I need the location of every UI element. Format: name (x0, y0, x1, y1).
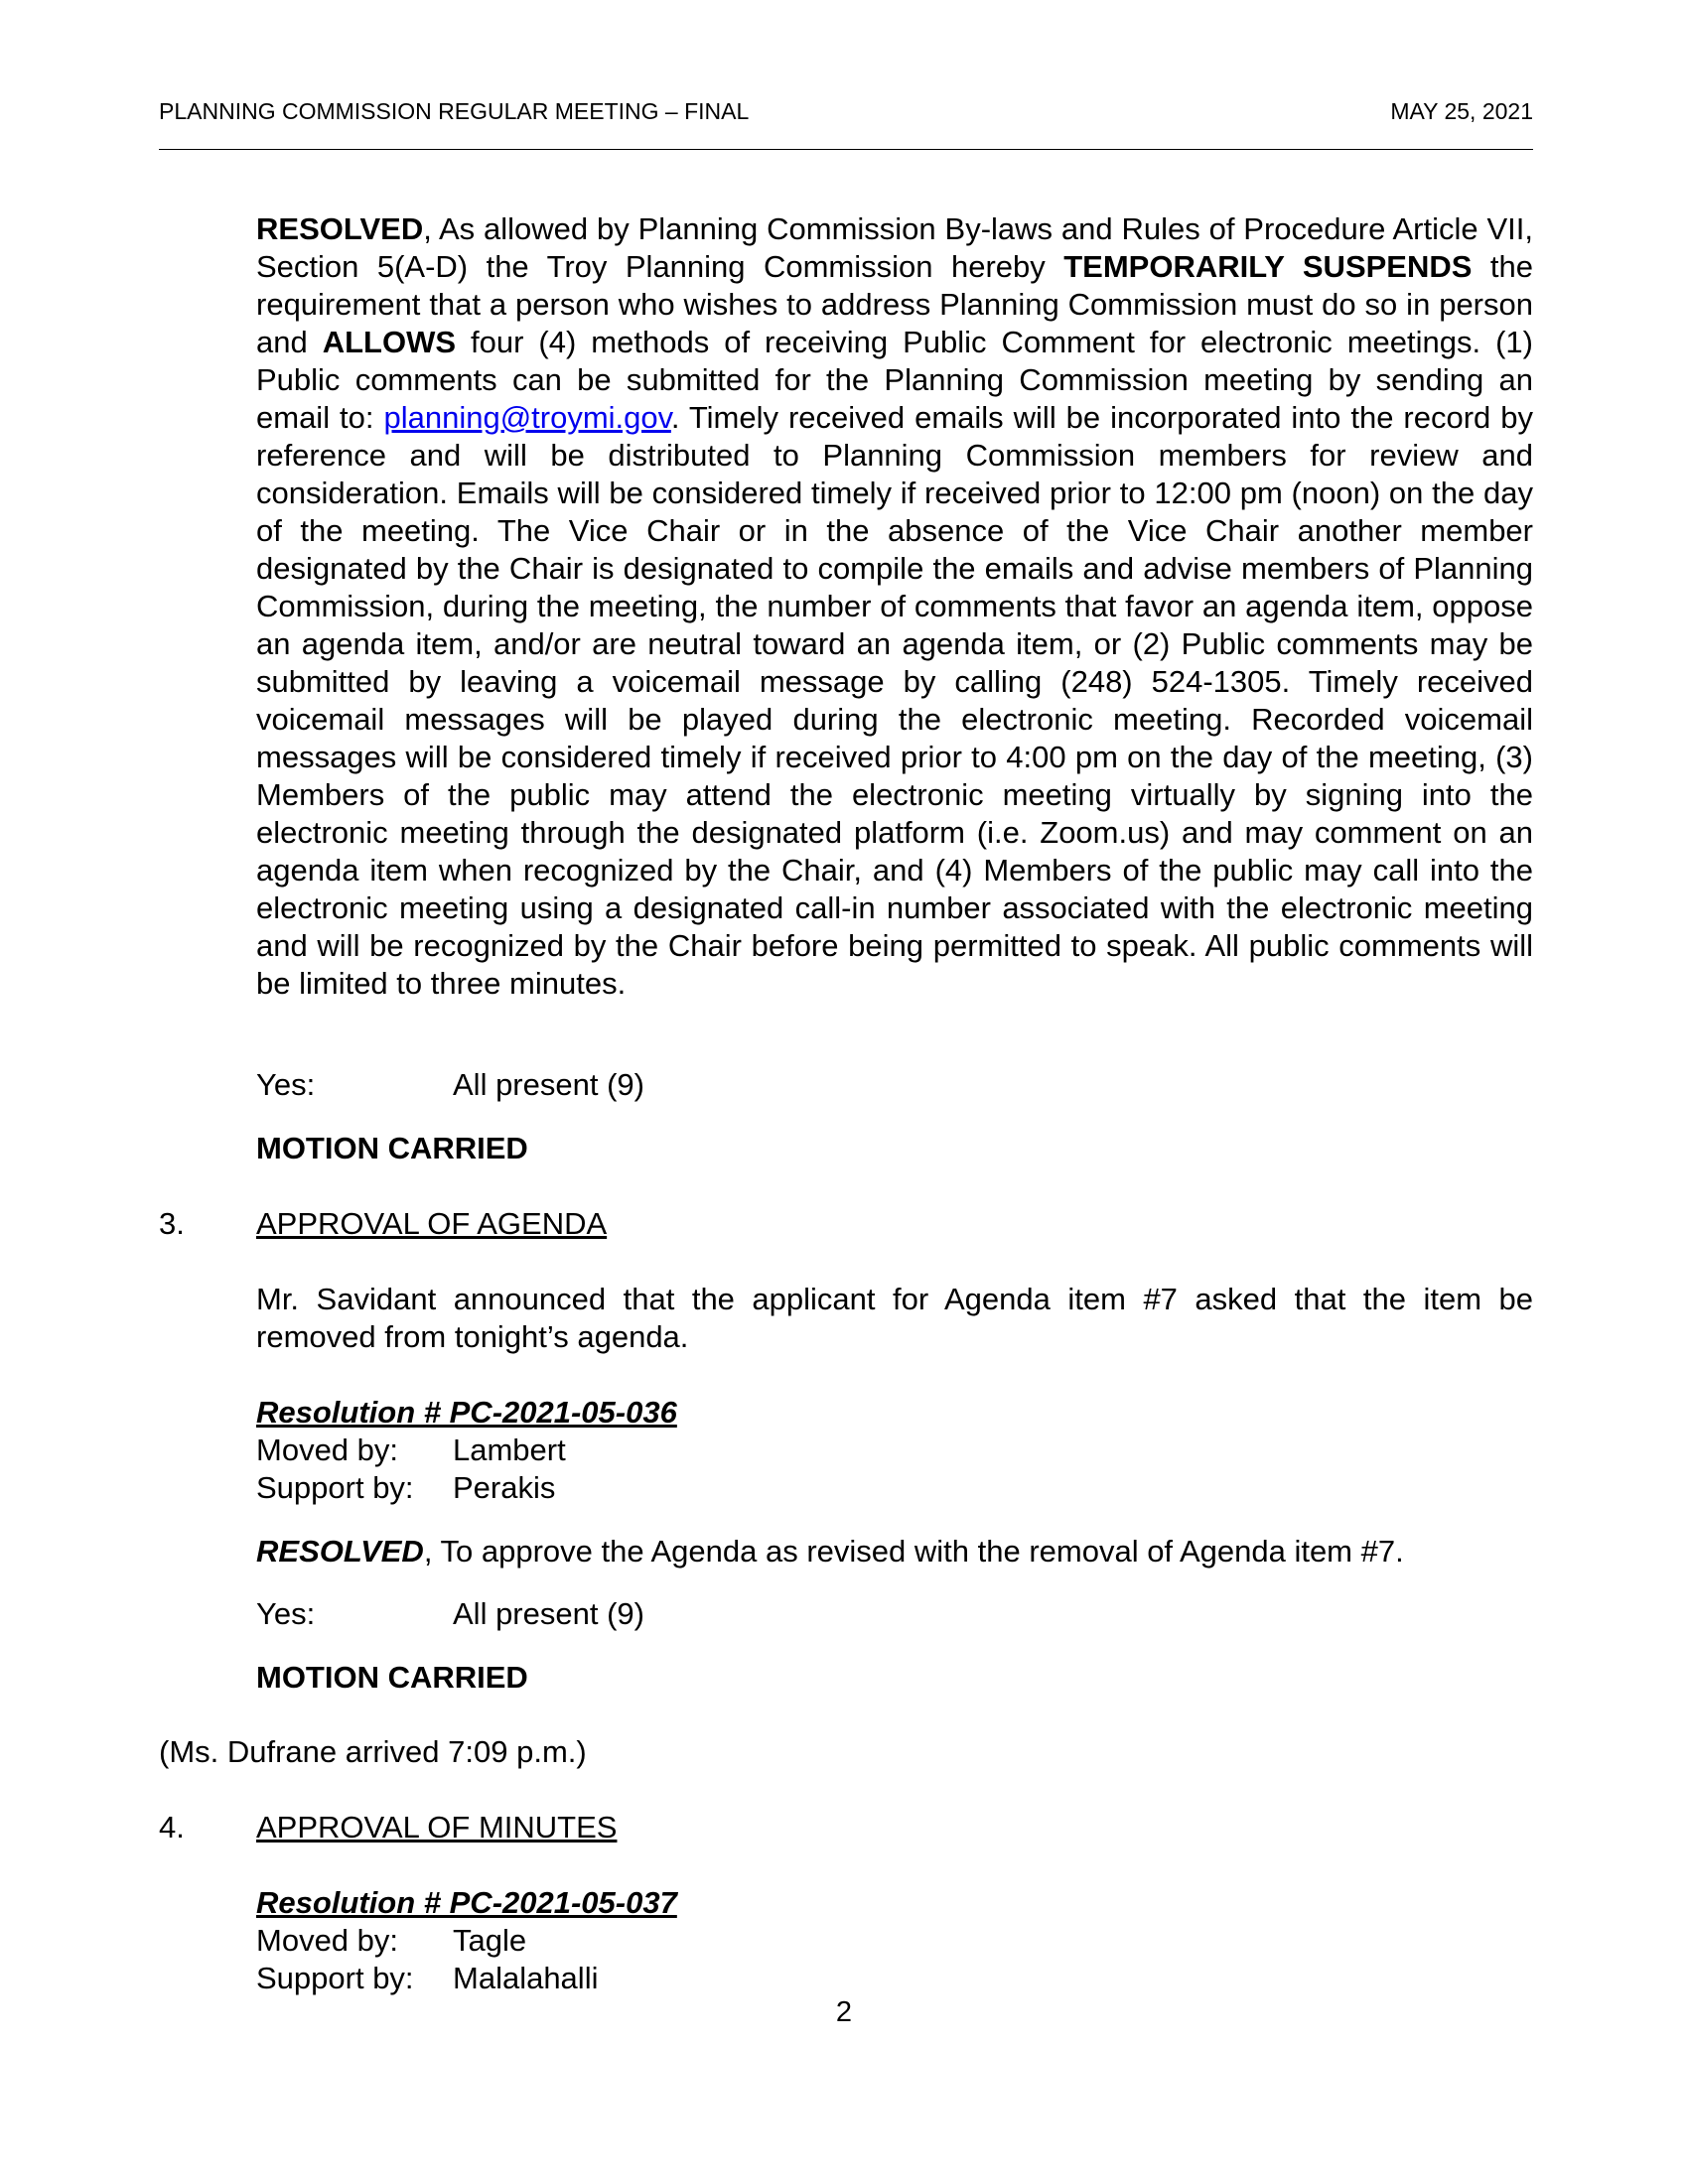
resolution-text-3: four (4) methods of receiving Public Comment for electronic meetings. (1) Public comments can be submitted for the Planning Commission meeting by sending an email to: (256, 325, 1533, 435)
resolution-paragraph (256, 210, 1533, 1003)
page-number: 2 (835, 1996, 853, 2028)
support-by-value: Perakis (453, 1470, 556, 1505)
support-by-value: Malalahalli (453, 1961, 599, 1995)
moved-by-value: Tagle (453, 1923, 527, 1958)
motion-carried-2: MOTION CARRIED (256, 1660, 528, 1695)
agenda-resolution (256, 1533, 1533, 1570)
vote-value: All present (9) (453, 1596, 644, 1631)
arrival-note: (Ms. Dufrane arrived 7:09 p.m.) (159, 1734, 587, 1769)
vote-label: Yes: (256, 1596, 316, 1631)
resolved-keyword: RESOLVED (256, 1534, 424, 1569)
temporarily-suspends-keyword: TEMPORARILY SUSPENDS (1063, 249, 1473, 284)
moved-by-value: Lambert (453, 1433, 566, 1467)
resolution-037-title: Resolution # PC-2021-05-037 (256, 1885, 677, 1920)
vote-value: All present (9) (453, 1067, 644, 1102)
header-date: MAY 25, 2021 (1390, 98, 1533, 124)
allows-keyword: ALLOWS (322, 325, 457, 359)
support-by-row-036 (256, 1469, 555, 1507)
moved-by-label: Moved by: (256, 1923, 399, 1958)
resolution-text-2: the requirement that a person who wishes to address Planning Commission must do so in person and (256, 249, 1533, 359)
agenda-resolution-text: , To approve the Agenda as revised with the removal of Agenda item #7. (423, 1534, 1404, 1569)
moved-by-row-036 (256, 1432, 566, 1469)
motion-carried-1: MOTION CARRIED (256, 1131, 528, 1165)
section-3-title: APPROVAL OF AGENDA (256, 1206, 608, 1241)
vote-label: Yes: (256, 1067, 316, 1102)
vote-result-1 (256, 1066, 644, 1104)
moved-by-row-037 (256, 1922, 526, 1960)
section-4-number: 4. (159, 1810, 185, 1844)
page-header (159, 97, 1533, 125)
resolution-text-4: . Timely received emails will be incorporated into the record by reference and will be distributed to Planning Commission members for review and consideration. Emails will be considered timely if received prior to 12:00 pm (noon) on the day of the meeting. The Vice Chair or in the absence of the Vice Chair another member designated by the Chair is designated to compile the emails and advise members of Planning Commission, during the meeting, the number of comments that favor an agenda item, oppose an agenda item, and/or are neutral toward an agenda item, or (2) Public comments may be submitted by leaving a voicemail message by calling (248) 524-1305. Timely received voicemail messages will be played during the electronic meeting. Recorded voicemail messages will be considered timely if received prior to 4:00 pm on the day of the meeting, (3) Members of the public may attend the electronic meeting virtually by signing into the electronic meeting through the designated platform (i.e. Zoom.us) and may comment on an agenda item when recognized by the Chair, and (4) Members of the public may call into the electronic meeting using a designated call-in number associated with the electronic meeting and will be recognized by the Chair before being permitted to speak. All public comments will be limited to three minutes. (256, 400, 1533, 1001)
resolution-036-title: Resolution # PC-2021-05-036 (256, 1395, 677, 1430)
support-by-row-037 (256, 1960, 598, 1997)
header-divider (159, 149, 1533, 150)
section-3-number: 3. (159, 1206, 185, 1241)
resolved-keyword: RESOLVED (256, 211, 424, 246)
support-by-label: Support by: (256, 1470, 414, 1505)
section-4-title: APPROVAL OF MINUTES (256, 1810, 618, 1844)
support-by-label: Support by: (256, 1961, 414, 1995)
moved-by-label: Moved by: (256, 1433, 399, 1467)
email-link[interactable]: planning@troymi.gov (383, 400, 671, 435)
header-title: PLANNING COMMISSION REGULAR MEETING – FINAL (159, 98, 750, 124)
vote-result-2 (256, 1595, 644, 1633)
agenda-announcement: Mr. Savidant announced that the applicant for Agenda item #7 asked that the item be removed from tonight’s agenda. (256, 1282, 1533, 1354)
resolution-text-1: , As allowed by Planning Commission By-laws and Rules of Procedure Article VII, Section 5(A-D) the Troy Planning Commission hereby (256, 211, 1533, 284)
